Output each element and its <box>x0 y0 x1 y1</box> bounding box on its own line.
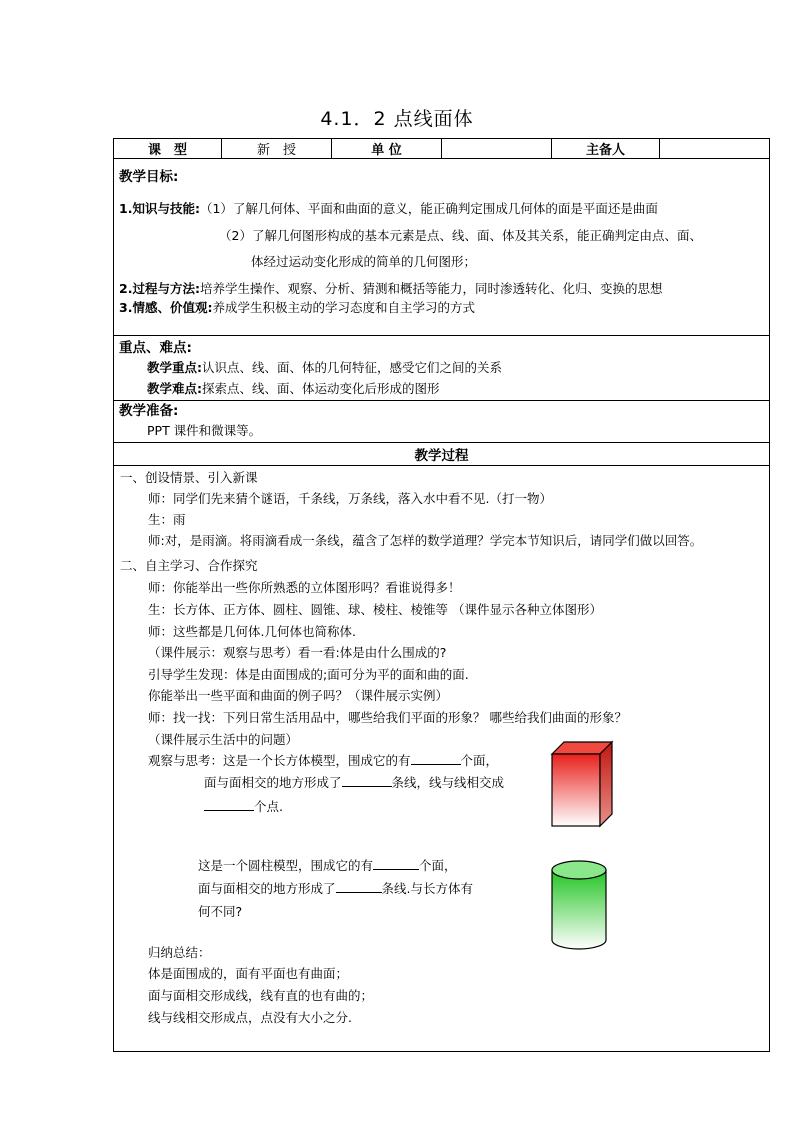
answer-blank[interactable] <box>336 880 382 893</box>
objective-knowledge-label: 1.知识与技能: <box>119 201 200 216</box>
cuboid-text: 个点. <box>254 799 283 814</box>
focus-line <box>119 358 769 379</box>
process-body <box>114 466 769 1051</box>
objective-knowledge <box>119 199 769 220</box>
cylinder-model-image <box>550 858 610 952</box>
answer-blank[interactable] <box>342 774 392 787</box>
cylinder-text: 面与面相交的地方形成了 <box>198 881 336 896</box>
cuboid-text: 面与面相交的地方形成了 <box>204 775 342 790</box>
difficulty-line <box>119 379 769 400</box>
type-label: 课 型 <box>114 139 222 159</box>
difficulty-label: 教学难点: <box>147 380 202 396</box>
cuboid-model-image <box>550 740 616 828</box>
answer-blank[interactable] <box>373 857 419 870</box>
keypoints-row <box>114 336 770 401</box>
objective-process-label: 2.过程与方法: <box>119 280 200 296</box>
process-title: 教学过程 <box>414 448 469 464</box>
preparation-title: 教学准备: <box>119 403 179 419</box>
section-2-line: （课件展示：观察与思考）看一看:体是由什么围成的? <box>148 645 447 660</box>
cylinder-question-3: 何不同? <box>198 904 243 919</box>
section-1-heading: 一、创设情景、引入新课 <box>120 470 258 485</box>
preparer-value <box>660 139 770 159</box>
unit-label: 单 位 <box>332 139 442 159</box>
cuboid-question-3 <box>204 797 283 815</box>
cylinder-body <box>552 870 606 949</box>
section-2-line: （课件展示生活中的问题） <box>148 732 299 747</box>
cylinder-text: 条线.与长方体有 <box>381 881 473 896</box>
summary-line: 线与线相交形成点，点没有大小之分. <box>148 1010 352 1025</box>
cuboid-text: 条线，线与线相交成 <box>391 775 505 790</box>
section-2-line: 师：你能举出一些你所熟悉的立体图形吗？看谁说得多！ <box>148 580 461 595</box>
summary-line: 面与面相交形成线，线有直的也有曲的； <box>148 988 374 1003</box>
cuboid-text: 个面， <box>460 753 499 768</box>
section-2-line: 你能举出一些平面和曲面的例子吗？（课件展示实例） <box>148 688 449 703</box>
cylinder-text: 个面， <box>419 858 457 873</box>
objective-process <box>119 279 769 300</box>
objectives-title: 教学目标: <box>119 169 179 185</box>
page-title: 4.1．2 点线面体 <box>320 108 474 130</box>
preparer-label: 主备人 <box>552 139 660 159</box>
section-2-line: 生：长方体、正方体、圆柱、圆锥、球、棱柱、棱锥等 （课件显示各种立体图形） <box>148 602 602 617</box>
preparation-row <box>114 401 770 443</box>
answer-blank[interactable] <box>411 752 461 765</box>
header-row <box>114 139 770 159</box>
type-value: 新 授 <box>222 139 332 159</box>
process-title-row <box>114 443 770 466</box>
cuboid-question-2 <box>204 773 504 791</box>
unit-value <box>442 139 552 159</box>
cylinder-question-1 <box>198 856 457 874</box>
section-1-line: 师:对，是雨滴。将雨滴看成一条线，蕴含了怎样的数学道理？学完本节知识后，请同学们做以回答。 <box>148 533 703 548</box>
objective-knowledge-text: （1）了解几何体、平面和曲面的意义，能正确判定围成几何体的面是平面还是曲面 <box>199 201 658 216</box>
focus-label: 教学重点: <box>147 360 202 375</box>
section-2-line: 引导学生发现：体是由面围成的;面可分为平的面和曲的面. <box>148 667 469 682</box>
summary-title: 归纳总结： <box>148 945 211 960</box>
difficulty-text: 探索点、线、面、体运动变化后形成的图形 <box>202 380 440 396</box>
section-1-line: 生：雨 <box>148 512 186 527</box>
section-1-line: 师：同学们先来猜个谜语，千条线，万条线，落入水中看不见.（打一物） <box>148 491 552 506</box>
section-2-line: 师：这些都是几何体.几何体也简称体. <box>148 624 356 639</box>
objective-process-text: 培养学生操作、观察、分析、猜测和概括等能力，同时渗透转化、化归、变换的思想 <box>199 280 663 296</box>
cuboid-question-1 <box>148 751 498 769</box>
objective-values <box>119 299 769 316</box>
answer-blank[interactable] <box>204 798 254 811</box>
lesson-plan-table <box>113 138 770 1052</box>
cuboid-text: 观察与思考：这是一个长方体模型，围成它的有 <box>148 753 411 768</box>
cuboid-side-face <box>600 742 612 826</box>
preparation-text: PPT 课件和微课等。 <box>147 423 262 438</box>
cylinder-question-2 <box>198 879 473 897</box>
cylinder-text: 这是一个圆柱模型，围成它的有 <box>198 858 374 873</box>
objective-values-label: 3.情感、价值观: <box>119 300 213 315</box>
objective-values-text: 养成学生积极主动的学习态度和自主学习的方式 <box>212 300 475 315</box>
keypoints-title: 重点、难点: <box>119 340 192 356</box>
process-row <box>114 466 770 1052</box>
objectives-row <box>114 159 770 336</box>
cylinder-top-face <box>552 861 606 879</box>
objective-knowledge-2: （2）了解几何图形构成的基本元素是点、线、面、体及其关系，能正确判定由点、面、 <box>219 227 702 243</box>
summary-line: 体是面围成的，面有平面也有曲面； <box>148 966 349 981</box>
focus-text: 认识点、线、面、体的几何特征，感受它们之间的关系 <box>202 360 503 375</box>
section-2-line: 师：找一找：下列日常生活用品中，哪些给我们平面的形象？ 哪些给我们曲面的形象？ <box>148 710 627 725</box>
cuboid-front-face <box>552 754 600 826</box>
objective-knowledge-2-cont: 体经过运动变化形成的简单的几何图形； <box>251 254 477 269</box>
section-2-heading: 二、自主学习、合作探究 <box>120 558 258 573</box>
